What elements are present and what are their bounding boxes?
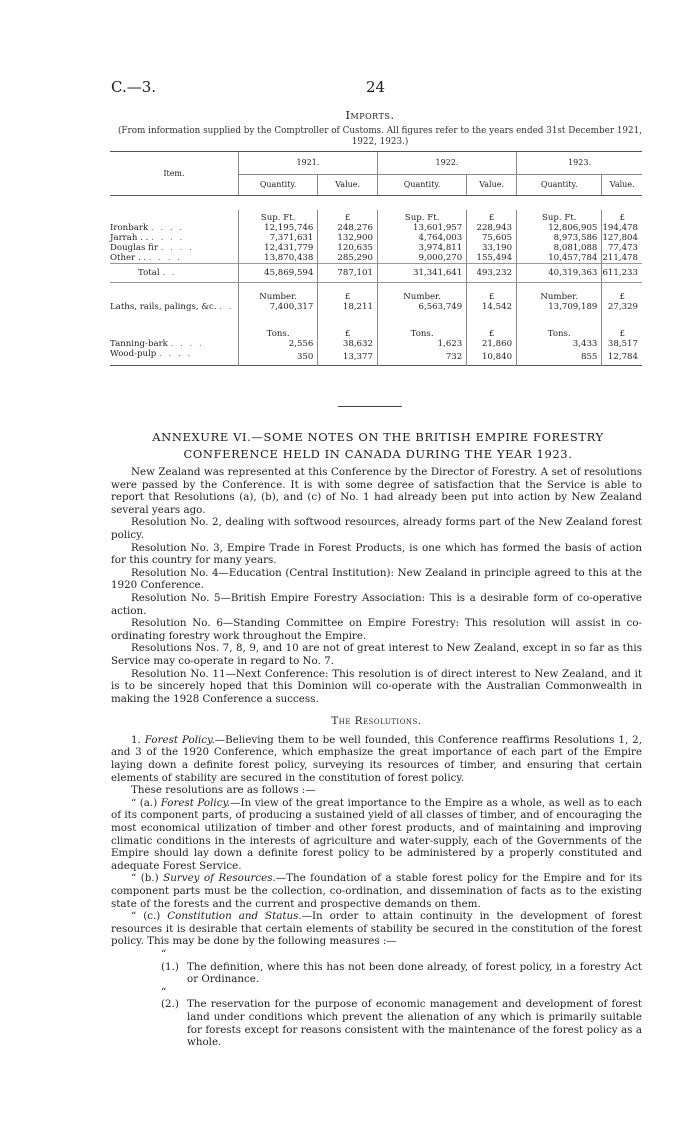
cell: 8,081,088 bbox=[517, 243, 602, 253]
cell: 194,478 bbox=[602, 223, 642, 233]
table-row bbox=[110, 253, 642, 264]
item-column-header: Item. bbox=[110, 152, 238, 196]
unit-label: £ bbox=[602, 283, 642, 303]
cell: 732 bbox=[377, 349, 466, 366]
unit-label: £ bbox=[602, 312, 642, 339]
cell: 12,784 bbox=[602, 349, 642, 366]
row-label: Tanning-bark bbox=[110, 339, 168, 349]
annexure-title: ANNEXURE VI.—SOME NOTES ON THE BRITISH EMPIRE FORESTRY CONFERENCE HELD IN CANADA DURING THE YEAR 1923. bbox=[152, 430, 604, 461]
unit-row bbox=[110, 210, 642, 223]
cell: 10,840 bbox=[467, 349, 517, 366]
table-row bbox=[110, 243, 642, 253]
quantity-header: Quantity. bbox=[517, 175, 602, 196]
table-row bbox=[110, 233, 642, 243]
paragraph: Resolution No. 2, dealing with softwood resources, already forms part of the New Zealand forest policy. bbox=[111, 516, 642, 541]
cell: 12,806,905 bbox=[517, 223, 602, 233]
leader-dots: . . bbox=[219, 302, 234, 312]
measure-2 bbox=[161, 986, 642, 1049]
unit-label: Number. bbox=[238, 283, 317, 303]
cell: 14,542 bbox=[467, 302, 517, 312]
annexure-body bbox=[111, 466, 642, 1049]
cell: 27,329 bbox=[602, 302, 642, 312]
leader-dots: . . . . bbox=[159, 349, 193, 359]
cell: 40,319,363 bbox=[517, 264, 602, 283]
clause-label: “ (a.) bbox=[131, 796, 161, 809]
unit-label: £ bbox=[467, 283, 517, 303]
page-header bbox=[111, 78, 640, 98]
cell: 211,478 bbox=[602, 253, 642, 264]
page-number: 24 bbox=[365, 78, 386, 96]
paragraph: Resolution No. 6—Standing Committee on Empire Forestry: This resolution will assist in co-ordinating forestry work throughout the Empire. bbox=[111, 617, 642, 642]
leader-dots: . . . . bbox=[160, 243, 194, 253]
clause-title: Forest Policy. bbox=[160, 796, 231, 809]
table-row bbox=[110, 223, 642, 233]
table-row bbox=[110, 339, 642, 349]
row-label: Laths, rails, palings, &c. bbox=[110, 302, 217, 312]
resolution-title: Forest Policy. bbox=[144, 733, 215, 746]
measure-text: The definition, where this has not been done already, of forest policy, in a forestry Act or Ordinance. bbox=[187, 960, 642, 986]
resolution-b bbox=[111, 872, 642, 910]
quantity-header: Quantity. bbox=[238, 175, 317, 196]
cell: 13,870,438 bbox=[238, 253, 317, 264]
cell: 31,341,641 bbox=[377, 264, 466, 283]
unit-label: Number. bbox=[517, 283, 602, 303]
unit-label: £ bbox=[318, 283, 378, 303]
row-label: Ironbark bbox=[110, 223, 149, 233]
unit-label: £ bbox=[467, 312, 517, 339]
cell: 38,517 bbox=[602, 339, 642, 349]
resolution-c bbox=[111, 910, 642, 948]
cell: 75,605 bbox=[467, 233, 517, 243]
clause-title: Survey of Resources. bbox=[163, 872, 276, 885]
cell: 611,233 bbox=[602, 264, 642, 283]
clause-title: Constitution and Status. bbox=[167, 910, 302, 923]
paragraph: These resolutions are as follows :— bbox=[131, 784, 316, 797]
cell: 6,563,749 bbox=[377, 302, 466, 312]
leader-dots: . . . . bbox=[148, 253, 183, 263]
unit-label: £ bbox=[318, 210, 378, 223]
resolutions-heading: The Resolutions. bbox=[331, 715, 422, 728]
cell: 77,473 bbox=[602, 243, 642, 253]
measure-text: The reservation for the purpose of economic management and development of forest land under conditions which prevent the alienation of any which is primarily suitable for forests except for reasons consistent with the maintenance of the forest policy as a whole. bbox=[187, 998, 642, 1049]
cell: 787,101 bbox=[318, 264, 378, 283]
unit-row bbox=[110, 312, 642, 339]
paragraph: Resolution No. 11—Next Conference: This resolution is of direct interest to New Zealand, and it is to be sincerely hoped that this Dominion will co-operate with the Australian Commonwealth in making the 1928 Conference a success. bbox=[111, 667, 642, 705]
year-header-1922: 1922. bbox=[377, 152, 516, 175]
year-header-1923: 1923. bbox=[517, 152, 642, 175]
table-row bbox=[110, 349, 642, 366]
cell: 13,601,957 bbox=[377, 223, 466, 233]
cell: 127,804 bbox=[602, 233, 642, 243]
unit-label: Tons. bbox=[238, 312, 317, 339]
value-header: Value. bbox=[318, 175, 378, 196]
quantity-header: Quantity. bbox=[377, 175, 466, 196]
imports-table bbox=[110, 151, 642, 366]
clause-text: —In view of the great importance to the Empire as a whole, as well as to each of its component parts, of producing a sustained yield of all classes of timber, and of encouraging the most economical utilization of timber and other forest products, and of maintaining and improving climatic conditions in the interests of agriculture and water-supply, each of the Governments of the Empire should lay down a definite forest policy to be administered by a properly constituted and adequate Forest Service. bbox=[111, 796, 642, 872]
leader-dots: . . bbox=[162, 268, 177, 278]
resolution-1 bbox=[111, 734, 642, 784]
cell: 38,632 bbox=[318, 339, 378, 349]
resolution-number: 1. bbox=[131, 733, 145, 746]
cell: 855 bbox=[517, 349, 602, 366]
cell: 21,860 bbox=[467, 339, 517, 349]
leader-dots: . . . . bbox=[150, 223, 185, 233]
cell: 2,556 bbox=[238, 339, 317, 349]
cell: 228,943 bbox=[467, 223, 517, 233]
unit-label: Tons. bbox=[377, 312, 466, 339]
clause-label: “ (b.) bbox=[131, 872, 164, 885]
measure-label: “ (2.) bbox=[161, 985, 179, 1011]
clause-text: —The foundation of a stable forest policy for the Empire and for its component parts must be the collection, co-ordination, and dissemination of facts as to the existing state of the forests and the current and prospective demands on them. bbox=[111, 872, 642, 910]
cell: 12,195,746 bbox=[238, 223, 317, 233]
paragraph: Resolution No. 3, Empire Trade in Forest Products, is one which has formed the basis of action for this country for many years. bbox=[111, 541, 642, 567]
cell: 9,000,270 bbox=[377, 253, 466, 264]
year-header-1921: 1921. bbox=[238, 152, 377, 175]
table-row bbox=[110, 302, 642, 312]
cell: 8,973,586 bbox=[517, 233, 602, 243]
leader-dots: . . . . bbox=[170, 339, 204, 349]
cell: 7,371,631 bbox=[238, 233, 317, 243]
cell: 493,232 bbox=[467, 264, 517, 283]
unit-label: £ bbox=[602, 210, 642, 223]
cell: 33,190 bbox=[467, 243, 517, 253]
clause-label: “ (c.) bbox=[131, 910, 168, 923]
measure-1 bbox=[161, 948, 642, 986]
cell: 248,276 bbox=[318, 223, 378, 233]
report-code: C.—3. bbox=[111, 78, 157, 96]
cell: 155,494 bbox=[467, 253, 517, 264]
unit-label: Sup. Ft. bbox=[238, 210, 317, 223]
row-label: Other . . bbox=[110, 253, 147, 263]
cell: 120,635 bbox=[318, 243, 378, 253]
cell: 13,377 bbox=[318, 349, 378, 366]
value-header: Value. bbox=[467, 175, 517, 196]
measure-label: “ (1.) bbox=[161, 947, 179, 973]
imports-title: Imports. bbox=[345, 108, 395, 122]
cell: 350 bbox=[238, 349, 317, 366]
row-label: Wood-pulp bbox=[110, 349, 157, 359]
row-label: Douglas fir bbox=[110, 243, 158, 253]
cell: 12,431,779 bbox=[238, 243, 317, 253]
cell: 10,457,784 bbox=[517, 253, 602, 264]
unit-label: Sup. Ft. bbox=[377, 210, 466, 223]
section-divider bbox=[338, 406, 402, 407]
total-label: Total bbox=[138, 268, 160, 278]
value-header: Value. bbox=[602, 175, 642, 196]
cell: 13,709,189 bbox=[517, 302, 602, 312]
unit-label: Sup. Ft. bbox=[517, 210, 602, 223]
resolution-a bbox=[111, 797, 642, 873]
cell: 3,974,811 bbox=[377, 243, 466, 253]
cell: 1,623 bbox=[377, 339, 466, 349]
unit-row bbox=[110, 283, 642, 303]
cell: 3,433 bbox=[517, 339, 602, 349]
paragraph: New Zealand was represented at this Conference by the Director of Forestry. A set of resolutions were passed by the Conference. It is with some degree of satisfaction that the Service is able to report that Resolutions (a), (b), and (c) of No. 1 had already been put into action by New Zealand several years ago. bbox=[111, 466, 642, 516]
paragraph: Resolutions Nos. 7, 8, 9, and 10 are not of great interest to New Zealand, except in so far as this Service may co-operate in regard to No. 7. bbox=[111, 642, 642, 667]
paragraph: Resolution No. 5—British Empire Forestry Association: This is a desirable form of co-operative action. bbox=[111, 591, 642, 617]
resolution-text: —Believing them to be well founded, this Conference reaffirms Resolutions 1, 2, and 3 of the 1920 Conference, which emphasize the great importance of each part of the Empire laying down a definite forest policy, surveying its resources of timber, and ensuring that certain elements of stability are secured in the constitution of forest policy. bbox=[111, 733, 643, 784]
row-label: Jarrah . . bbox=[110, 233, 149, 243]
cell: 18,211 bbox=[318, 302, 378, 312]
leader-dots: . . . . bbox=[151, 233, 185, 243]
unit-label: £ bbox=[318, 312, 378, 339]
imports-subtitle: (From information supplied by the Comptroller of Customs. All figures refer to the years ended 31st December 1921, 1922, 1923.) bbox=[117, 126, 643, 147]
clause-text: —In order to attain continuity in the development of forest resources it is desirable that certain elements of stability be secured in the constitution of the forest policy. This may be done by the following measures :— bbox=[111, 910, 642, 948]
unit-label: Number. bbox=[377, 283, 466, 303]
cell: 4,764,003 bbox=[377, 233, 466, 243]
unit-label: £ bbox=[467, 210, 517, 223]
paragraph: Resolution No. 4—Education (Central Institution): New Zealand in principle agreed to this at the 1920 Conference. bbox=[111, 566, 642, 592]
total-row bbox=[110, 264, 642, 283]
cell: 7,400,317 bbox=[238, 302, 317, 312]
cell: 132,900 bbox=[318, 233, 378, 243]
unit-label: Tons. bbox=[517, 312, 602, 339]
cell: 45,869,594 bbox=[238, 264, 317, 283]
cell: 285,290 bbox=[318, 253, 378, 264]
